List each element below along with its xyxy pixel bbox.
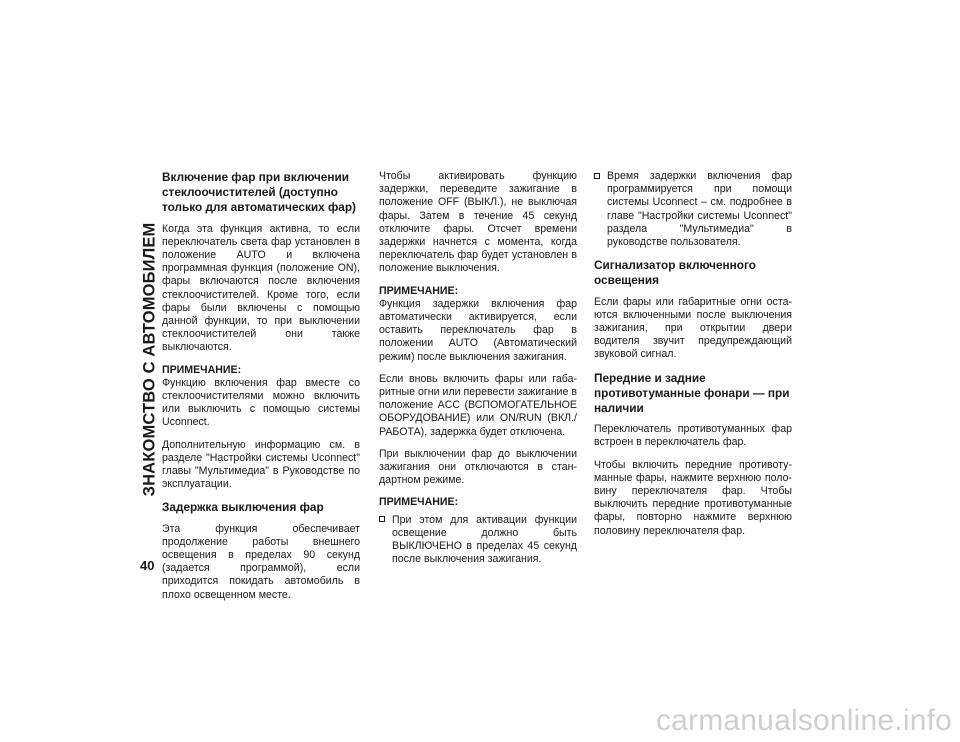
heading-wiper-headlights: Включение фар при включении стеклоочистителей (доступно только для автоматических фар) xyxy=(162,170,356,215)
paragraph: Дополнительную информацию см. в разделе "Настройки системы Uconnect" главы "Мультимедиа" в Руководстве по эксплуатации. xyxy=(162,438,360,491)
heading-lights-on-reminder: Сигнализатор включенного освещения xyxy=(594,258,756,288)
note-title: ПРИМЕЧАНИЕ: xyxy=(379,496,459,509)
paragraph: Когда эта функция активна, то если переключатель света фар установлен в положение AUTO и включена программная функция (положение ON), фары включаются после включения стеклоочистителей. Кроме того, если фары были включены с помощью данной функции, то при выключении стеклоочистителей они также выключаются. xyxy=(162,222,360,354)
heading-headlight-delay: Задержка выключения фар xyxy=(162,500,324,515)
bullet-item xyxy=(379,514,577,567)
column-3 xyxy=(594,170,792,547)
bullet-text: Время задержки включения фар программируется при помощи системы Uconnect – см. подробнее в главе "Настройки системы Uconnect" раздела "Мультимедиа" в руководстве пользователя. xyxy=(607,170,792,249)
checkbox-bullet-icon xyxy=(379,516,385,522)
paragraph: Чтобы включить передние противотуманные фары, нажмите верхнюю половину переключателя фар. Чтобы выключить передние противотуманные фары, повторно нажмите верхнюю половину переключателя фар. xyxy=(594,458,792,537)
paragraph: Чтобы активировать функцию задержки, переведите зажигание в положение OFF (ВЫКЛ.), не выключая фары. Затем в течение 45 секунд отключите фары. Отсчет времени задержки начнется с момента, когда переключатель фар будет установлен в положение выключения. xyxy=(379,170,577,275)
note xyxy=(379,285,577,364)
paragraph: Эта функция обеспечивает продолжение работы внешнего освещения в пределах 90 секунд (задается программой), если приходится покидать автомобиль в плохо освещенном месте. xyxy=(162,522,360,601)
section-side-title-text: ЗНАКОМСТВО С АВТОМОБИЛЕМ xyxy=(140,222,159,496)
paragraph: При выключении фар до выключении зажигания они отключаются в стандартном режиме. xyxy=(379,447,577,487)
checkbox-bullet-icon xyxy=(594,173,600,179)
note-text: Функция задержки включения фар автоматически активируется, если оставить переключатель фар в положении AUTO (Автоматический режим) после выключения зажигания. xyxy=(379,297,577,363)
page-number: 40 xyxy=(140,558,155,573)
paragraph: Если фары или габаритные огни остаются включенными после выключения зажигания, при открытии двери водителя звучит предупреждающий звуковой сигнал. xyxy=(594,295,792,361)
note xyxy=(162,364,360,430)
column-1 xyxy=(162,170,360,611)
heading-fog-lights: Передние и задние противотуманные фонари — при наличии xyxy=(594,370,790,416)
paragraph: Если вновь включить фары или габаритные огни или перевести зажигание в положение ACC (ВСПОМОГАТЕЛЬНОЕ ОБОРУДОВАНИЕ) или ON/RUN (ВКЛ./ РАБОТА), задержка будет отключена. xyxy=(379,372,577,438)
bullet-text: При этом для активации функции освещение должно быть ВЫКЛЮЧЕНО в пределах 45 секунд после выключения зажигания. xyxy=(392,513,577,566)
column-2 xyxy=(379,170,577,575)
note-title: ПРИМЕЧАНИЕ: xyxy=(379,284,459,297)
watermark: carmanualsonline.info xyxy=(655,704,952,737)
bullet-item xyxy=(594,170,792,249)
paragraph: Переключатель противотуманных фар встроен в переключатель фар. xyxy=(594,423,792,449)
note-title: ПРИМЕЧАНИЕ: xyxy=(162,363,242,376)
note-text: Функцию включения фар вместе со стеклоочистителями можно включить или выключить с помощью системы Uconnect. xyxy=(162,376,360,429)
